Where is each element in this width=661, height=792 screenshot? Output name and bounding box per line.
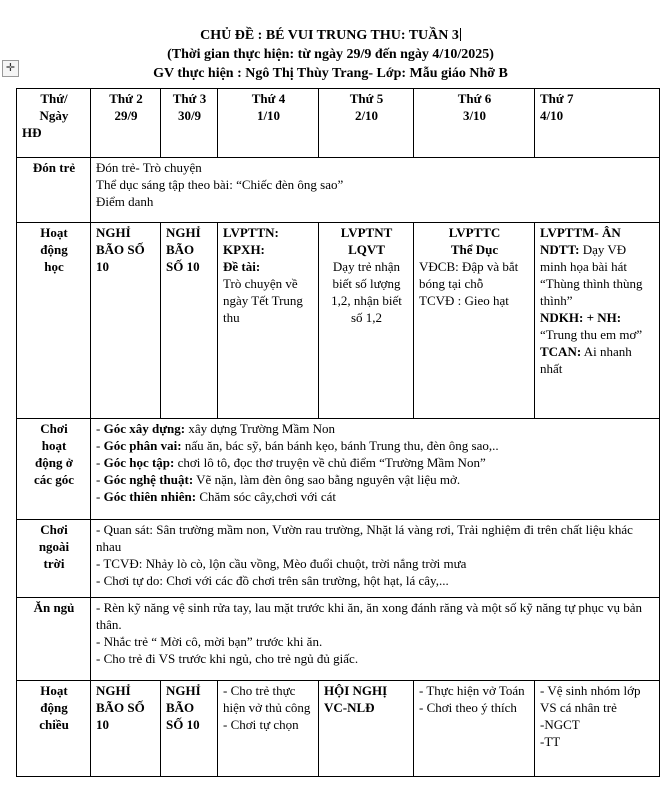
corner-line-1: Thứ/: [40, 91, 68, 106]
don-tre-line: Đón trẻ- Trò chuyện: [96, 160, 202, 175]
cell-header-thu3: [161, 89, 218, 158]
cell-ngoai-troi-content: [91, 520, 660, 598]
cell-chieu-thu7: [535, 681, 660, 777]
goc-line: [96, 420, 655, 437]
row-label-hoat-dong-hoc: [17, 223, 91, 419]
cell-chieu-thu3: NGHỈ BÃO SỐ 10: [161, 681, 218, 777]
page-title: [0, 26, 661, 45]
subject-code: Thể Dục: [450, 242, 499, 257]
day-date: 4/10: [540, 108, 564, 123]
row-label-goc: [17, 419, 91, 520]
subject-code: LVPTTC: [448, 225, 501, 240]
dash: -: [96, 421, 104, 436]
dash: -: [96, 472, 104, 487]
row-label-hoat-dong-chieu: [17, 681, 91, 777]
table-row-ngoai-troi: [17, 520, 660, 598]
cell-corner: [17, 89, 91, 158]
label-line: Hoạt: [40, 683, 68, 698]
don-tre-line: Điểm danh: [96, 194, 154, 209]
label-line: động ở: [35, 455, 73, 470]
corner-line-2: Ngày: [39, 108, 69, 123]
dash: -: [96, 455, 104, 470]
cell-header-thu5: [319, 89, 414, 158]
goc-text: nấu ăn, bác sỹ, bán bánh kẹo, bánh Trung thu, đèn ông sao,..: [181, 438, 499, 453]
text-cursor: [460, 28, 461, 41]
day-name: Thứ 6: [457, 91, 492, 106]
row-label-don-tre: Đón trẻ: [17, 158, 91, 223]
table-row-goc: [17, 419, 660, 520]
goc-label: Góc nghệ thuật:: [103, 472, 194, 487]
part-label: NDKH: + NH:: [540, 310, 622, 325]
lesson-text: [540, 343, 655, 377]
day-date: 3/10: [462, 108, 487, 123]
goc-line: [96, 471, 655, 488]
day-name: Thứ 2: [109, 91, 143, 106]
dash: -: [96, 438, 104, 453]
row-label-ngoai-troi: [17, 520, 91, 598]
page-title-text: CHỦ ĐỀ : BÉ VUI TRUNG THU: TUẦN 3: [200, 28, 459, 43]
chieu-line: - Chơi theo ý thích: [419, 700, 517, 715]
cell-header-thu4: [218, 89, 319, 158]
goc-text: Chăm sóc cây,chơi với cát: [196, 489, 337, 504]
label-line: động: [40, 242, 68, 257]
cell-chieu-thu2: NGHỈ BÃO SỐ 10: [91, 681, 161, 777]
cell-chieu-thu5: HỘI NGHỊ VC-NLĐ: [319, 681, 414, 777]
cell-hoc-thu4: [218, 223, 319, 419]
cell-header-thu6: [414, 89, 535, 158]
goc-label: Góc học tập:: [103, 455, 175, 470]
part-text: Ai nhanh nhất: [540, 344, 632, 376]
chieu-line: - Vệ sinh nhóm lớp: [540, 683, 641, 698]
goc-label: Góc phân vai:: [103, 438, 182, 453]
goc-text: chơi lô tô, đọc thơ truyện về chủ điểm “Trường Mầm Non”: [174, 455, 486, 470]
part-text: “Trung thu em mơ”: [540, 327, 643, 342]
topic-label: Đề tài:: [223, 259, 261, 274]
cell-hoc-thu7: [535, 223, 660, 419]
label-line: Hoạt: [40, 225, 68, 240]
day-date: 29/9: [114, 108, 138, 123]
label-line: trời: [43, 556, 65, 571]
goc-line: [96, 454, 655, 471]
chieu-line: -NGCT: [540, 717, 580, 732]
don-tre-line: Thể dục sáng tập theo bài: “Chiếc đèn ông sao”: [96, 177, 344, 192]
label-line: hoạt: [41, 438, 67, 453]
day-date: 1/10: [256, 108, 281, 123]
part-label: NDTT:: [540, 242, 580, 257]
table-row-hoat-dong-hoc: [17, 223, 660, 419]
goc-line: [96, 437, 655, 454]
day-name: Thứ 7: [540, 91, 574, 106]
cell-chieu-thu4: [218, 681, 319, 777]
label-line: học: [44, 259, 64, 274]
chieu-line: - Thực hiện vở Toán: [419, 683, 525, 698]
table-row-an-ngu: [17, 598, 660, 681]
table-row-header: [17, 89, 660, 158]
label-line: ngoài: [38, 539, 70, 554]
cell-header-thu2: [91, 89, 161, 158]
goc-text: Vẽ nặn, làm đèn ông sao bằng nguyên vật liệu mở.: [193, 472, 461, 487]
part-text: Dạy VĐ minh họa bài hát “Thùng thình thùng thình”: [540, 242, 643, 308]
cell-don-tre-content: [91, 158, 660, 223]
day-name: Thứ 3: [172, 91, 207, 106]
goc-label: Góc xây dựng:: [103, 421, 186, 436]
ngoai-troi-line: - TCVĐ: Nhảy lò cò, lộn cầu vồng, Mèo đuổi chuột, trời nắng trời mưa: [96, 556, 467, 571]
subject-code: LVPTTN:: [223, 225, 279, 240]
table-row-don-tre: [17, 158, 660, 223]
subject-code: KPXH:: [223, 242, 265, 257]
an-ngu-line: - Nhắc trẻ “ Mời cô, mời bạn” trước khi ăn.: [96, 634, 323, 649]
day-date: 30/9: [177, 108, 202, 123]
day-date: 2/10: [354, 108, 379, 123]
label-line: chiều: [39, 717, 69, 732]
chieu-line: VS cá nhân trẻ: [540, 700, 617, 715]
time-line: (Thời gian thực hiện: từ ngày 29/9 đến ngày 4/10/2025): [167, 47, 494, 62]
cell-header-thu7: [535, 89, 660, 158]
subject-code: LVPTTM- ÂN: [540, 225, 621, 240]
cell-hoc-thu5: [319, 223, 414, 419]
part-label: TCAN:: [540, 344, 582, 359]
corner-line-3: HĐ: [22, 125, 42, 140]
cell-hoc-thu6: [414, 223, 535, 419]
goc-label: Góc thiên nhiên:: [103, 489, 197, 504]
lesson-text: Dạy trẻ nhận biết số lượng 1,2, nhận biết số 1,2: [331, 259, 402, 325]
subject-code: LQVT: [348, 242, 385, 257]
ngoai-troi-line: - Chơi tự do: Chơi với các đồ chơi trên sân trường, hột hạt, lá cây,...: [96, 573, 449, 588]
dash: -: [96, 489, 104, 504]
an-ngu-line: - Rèn kỹ năng vệ sinh rửa tay, lau mặt trước khi ăn, ăn xong đánh răng và một số kỹ năng tự phục vụ bản thân.: [96, 600, 642, 632]
label-line: động: [40, 700, 68, 715]
goc-text: xây dựng Trường Mầm Non: [185, 421, 335, 436]
day-name: Thứ 5: [349, 91, 384, 106]
row-label-an-ngu: Ăn ngủ: [17, 598, 91, 681]
chieu-line: - Chơi tự chọn: [223, 717, 299, 732]
label-line: Chơi: [40, 522, 68, 537]
table-move-handle-icon[interactable]: ✛: [2, 60, 19, 77]
lesson-text: TCVĐ : Gieo hạt: [419, 293, 509, 308]
label-line: các góc: [33, 472, 75, 487]
cell-chieu-thu6: [414, 681, 535, 777]
cell-hoc-thu3: NGHỈ BÃO SỐ 10: [161, 223, 218, 419]
teacher-line: GV thực hiện : Ngô Thị Thùy Trang- Lớp: Mẫu giáo Nhỡ B: [153, 66, 508, 81]
schedule-table: [16, 88, 660, 777]
an-ngu-line: - Cho trẻ đi VS trước khi ngủ, cho trẻ ngủ đủ giấc.: [96, 651, 359, 666]
title-block: [0, 26, 661, 83]
label-line: Chơi: [40, 421, 68, 436]
goc-line: [96, 488, 655, 505]
cell-goc-content: [91, 419, 660, 520]
lesson-text: Trò chuyện về ngày Tết Trung thu: [223, 276, 303, 325]
subject-code: LVPTNT: [340, 225, 393, 240]
ngoai-troi-line: - Quan sát: Sân trường mầm non, Vườn rau trường, Nhặt lá vàng rơi, Trải nghiệm đi trên chất liệu khác nhau: [96, 522, 633, 554]
chieu-line: - Cho trẻ thực hiện vở thủ công: [223, 683, 311, 715]
table-row-hoat-dong-chieu: [17, 681, 660, 777]
cell-an-ngu-content: [91, 598, 660, 681]
cell-hoc-thu2: NGHỈ BÃO SỐ 10: [91, 223, 161, 419]
lesson-text: [540, 241, 655, 309]
lesson-text: VĐCB: Đập và bắt bóng tại chỗ: [419, 259, 519, 291]
chieu-line: -TT: [540, 734, 561, 749]
lesson-text: [540, 309, 655, 343]
day-name: Thứ 4: [251, 91, 286, 106]
